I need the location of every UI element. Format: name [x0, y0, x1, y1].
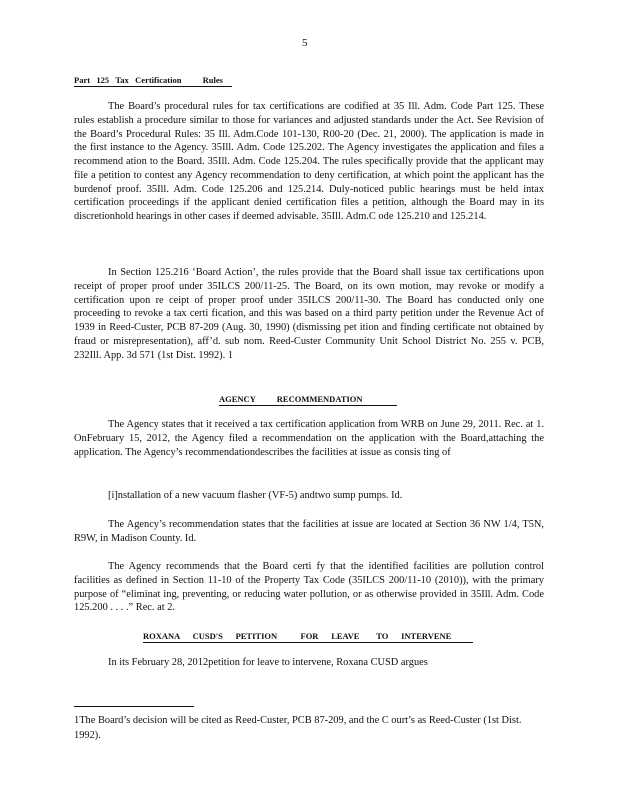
- paragraph-agency-recommends: The Agency recommends that the Board certi fy that the identified facilities are pollution control facilities as defined in Section 11-10 of the Property Tax Code (35ILCS 200/11-10 (2010)), with the primary purpose of “eliminat ing, preventing, or reducing water pollution, or as otherwise provided in 35Ill. Adm. Code 125.200 . . . .” Rec. at 2.: [74, 561, 544, 614]
- paragraph-agency-states: The Agency states that it received a tax certification application from WRB on June 29, 2011. Rec. at 1. OnFebruary 15, 2012, the Agency filed a recommendation on the application with the Board,attaching the application. The Agency’s recommendationdescribes the facilities at issue as consis ting of: [74, 419, 544, 458]
- heading-agency-recommendation: [219, 394, 399, 404]
- quote-installation: [i]nstallation of a new vacuum flasher (VF-5) andtwo sump pumps. Id.: [108, 490, 403, 501]
- footnote-1: 1The Board’s decision will be cited as Reed-Custer, PCB 87-209, and the C ourt’s as Reed-Custer (1st Dist. 1992).: [74, 715, 522, 741]
- paragraph-board-action: In Section 125.216 ‘Board Action’, the rules provide that the Board shall issue tax certifications upon receipt of proper proof under 35ILCS 200/11-25. The Board, on its own motion, may revoke or modify a certification upon re ceipt of proper proof under 35ILCS 200/11-30. The Board has conducted only one proceeding to revoke a tax certi fication, and this was based on a third party petition under the Revenue Act of 1939 in Reed-Custer, PCB 87-209 (Aug. 30, 1990) (dismissing pet ition and finding certificate not obtained by fraud or misrepresentation), aff’d. sub nom. Reed-Custer Community Unit School District No. 255 v. PCB, 232Ill. App. 3d 571 (1st Dist. 1992). 1: [74, 267, 544, 361]
- heading-underline: [143, 642, 473, 643]
- paragraph-procedural-rules: The Board’s procedural rules for tax certifications are codified at 35 Ill. Adm. Code Part 125. These rules establish a procedure similar to those for variances and adjusted standards under the Act. See Revision of the Board’s Procedural Rules: 35 Ill. Adm.Code 101-130, R00-20 (Dec. 21, 2000). The application is made in the first instance to the Agency. 35Ill. Adm. Code 125.202. The Agency investigates the application and files a recommend ation to the Board. 35Ill. Adm. Code 125.204. The rules specifically provide that the applicant may file a petition to contest any Agency recommendation to deny certification, at which point the applicant has the burdenof proof. 35Ill. Adm. Code 125.206 and 125.214. Duly-noticed public hearings must be held intax certification proceedings if the applicant denied certification files a petition, although the Board may in its discretionhold hearings in other cases if deemed advisable. 35Ill. Adm.C ode 125.210 and 125.214.: [74, 101, 544, 222]
- footnote-separator: [74, 706, 194, 707]
- heading-roxana-petition-text: ROXANA CUSD'S PETITION FOR LEAVE TO INTERVENE: [143, 631, 452, 641]
- paragraph-roxana-argues: In its February 28, 2012petition for leave to intervene, Roxana CUSD argues: [108, 657, 428, 668]
- section-heading: [74, 75, 234, 85]
- heading-underline: [219, 405, 397, 406]
- heading-underline: [74, 86, 232, 87]
- page-number: 5: [302, 37, 308, 49]
- section-heading-text: Part 125 Tax Certification Rules: [74, 75, 223, 85]
- paragraph-facilities-location: The Agency’s recommendation states that the facilities at issue are located at Section 36 NW 1/4, T5N, R9W, in Madison County. Id.: [74, 519, 544, 544]
- heading-agency-recommendation-text: AGENCY RECOMMENDATION: [219, 394, 363, 404]
- heading-roxana-petition: [143, 631, 475, 641]
